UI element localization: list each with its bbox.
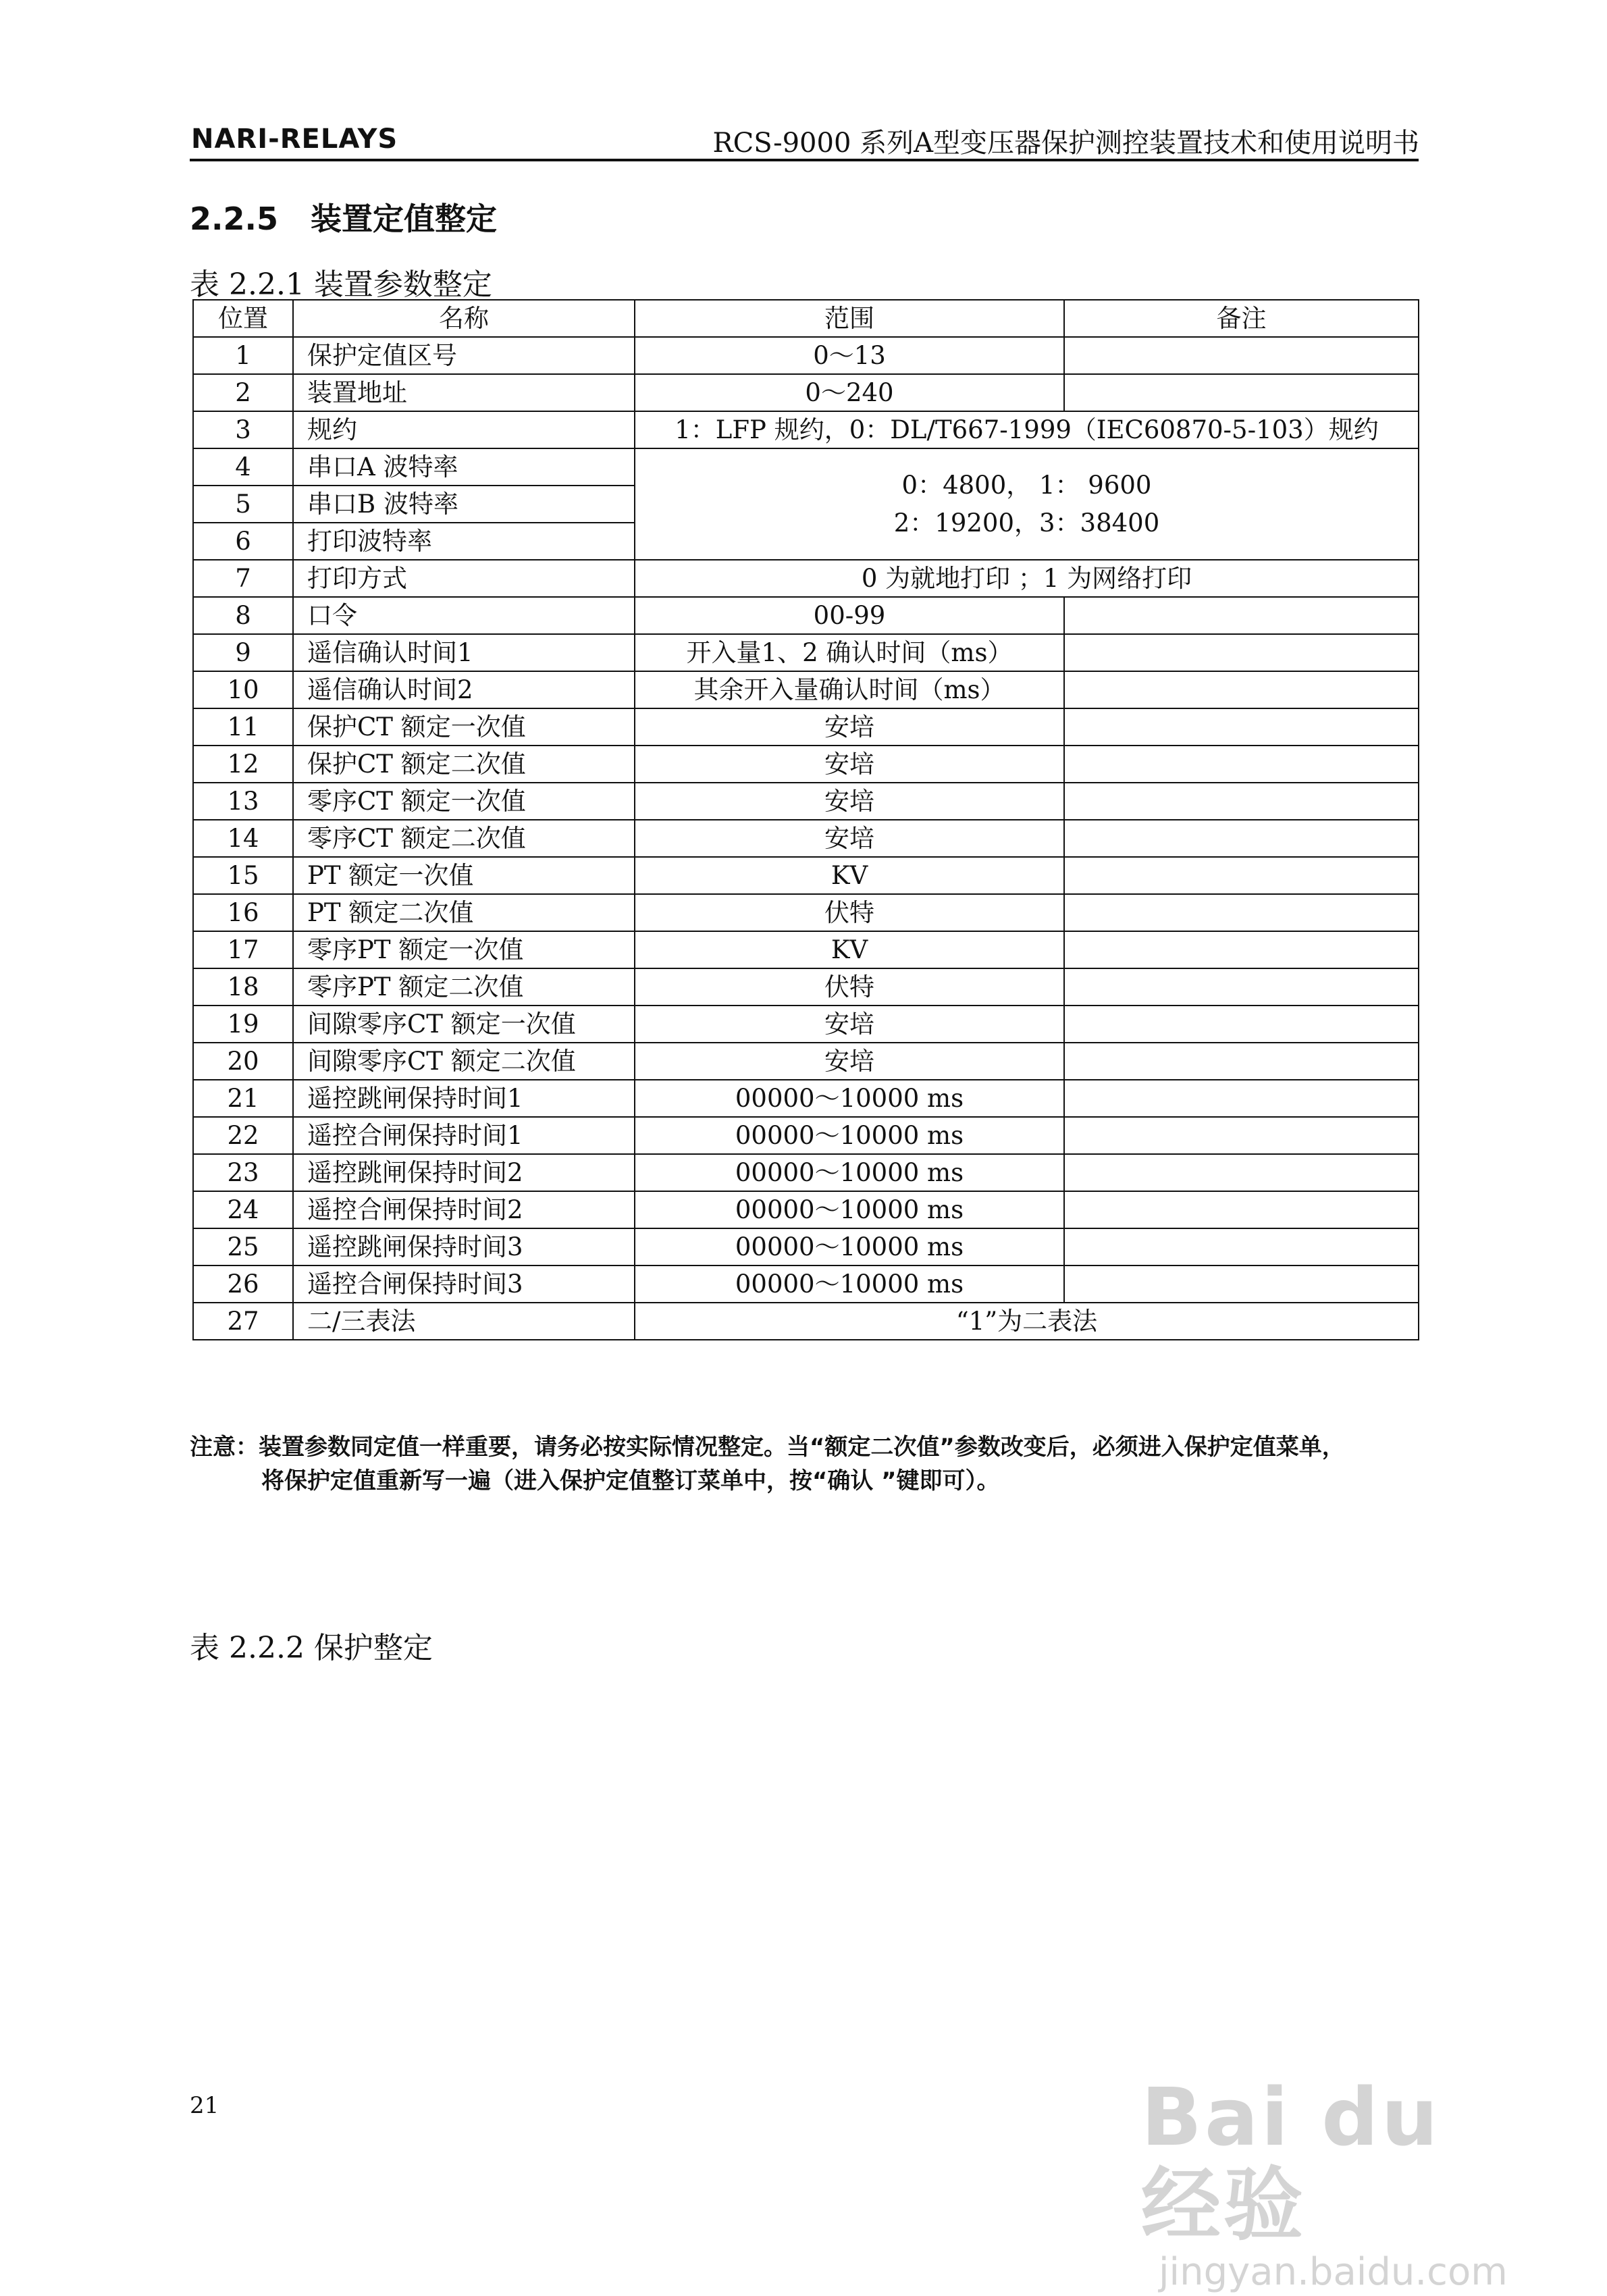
cell-remark <box>1064 820 1419 857</box>
cell-remark <box>1064 1228 1419 1266</box>
cell-remark <box>1064 337 1419 374</box>
cell-remark <box>1064 783 1419 820</box>
column-header-remark: 备注 <box>1064 300 1419 337</box>
watermark-logo: Bai du 经验 <box>1141 2070 1441 2251</box>
cell-remark <box>1064 857 1419 894</box>
section-heading <box>190 194 497 239</box>
cell-position: 9 <box>193 634 293 671</box>
cell-name: 遥控跳闸保持时间2 <box>293 1154 635 1191</box>
cell-position: 25 <box>193 1228 293 1266</box>
table-row <box>193 1303 1419 1340</box>
table-row <box>193 746 1419 783</box>
cell-name: 装置地址 <box>293 374 635 411</box>
cell-name: 遥控跳闸保持时间1 <box>293 1080 635 1117</box>
table-row <box>193 1117 1419 1154</box>
table-row <box>193 931 1419 968</box>
cell-name: 遥控合闸保持时间3 <box>293 1266 635 1303</box>
table2-caption: 表 2.2.2 保护整定 <box>190 1631 433 1665</box>
cell-position: 16 <box>193 894 293 931</box>
cell-remark <box>1064 894 1419 931</box>
table-row <box>193 448 1419 486</box>
cell-position: 14 <box>193 820 293 857</box>
section-number: 2.2.5 <box>190 201 278 237</box>
cell-name: PT 额定一次值 <box>293 857 635 894</box>
table-caption: 表 2.2.1 装置参数整定 <box>190 267 492 302</box>
table-row <box>193 1006 1419 1043</box>
cell-remark <box>1064 374 1419 411</box>
cell-range: 00000～10000 ms <box>635 1080 1064 1117</box>
cell-range: 安培 <box>635 708 1064 746</box>
cell-range: KV <box>635 857 1064 894</box>
cell-remark <box>1064 1043 1419 1080</box>
cell-name: 遥控合闸保持时间1 <box>293 1117 635 1154</box>
cell-position: 10 <box>193 671 293 708</box>
cell-range: 0～13 <box>635 337 1064 374</box>
table-row <box>193 374 1419 411</box>
cell-name: 遥控合闸保持时间2 <box>293 1191 635 1228</box>
brand-name: NARI-RELAYS <box>191 124 398 155</box>
cell-position: 1 <box>193 337 293 374</box>
cell-range: KV <box>635 931 1064 968</box>
cell-range: 00000～10000 ms <box>635 1191 1064 1228</box>
column-header-name: 名称 <box>293 300 635 337</box>
cell-range: 其余开入量确认时间（ms） <box>635 671 1064 708</box>
cell-range: 0～240 <box>635 374 1064 411</box>
cell-remark <box>1064 968 1419 1006</box>
cell-range: 开入量1、2 确认时间（ms） <box>635 634 1064 671</box>
cell-name: 间隙零序CT 额定一次值 <box>293 1006 635 1043</box>
watermark-url: jingyan.baidu.com <box>1159 2250 1508 2294</box>
table-row <box>193 857 1419 894</box>
cell-range: 00000～10000 ms <box>635 1154 1064 1191</box>
table-row <box>193 411 1419 448</box>
cell-range: 安培 <box>635 1043 1064 1080</box>
cell-position: 5 <box>193 486 293 523</box>
baidu-jingyan-watermark <box>1141 2070 1519 2294</box>
cell-name: 打印方式 <box>293 560 635 597</box>
cell-range-merged: “1”为二表法 <box>635 1303 1419 1340</box>
cell-range: 00000～10000 ms <box>635 1266 1064 1303</box>
baud-range-line-1: 0：4800， 1： 9600 <box>901 470 1152 500</box>
device-parameters-table <box>192 299 1419 1340</box>
cell-name: 零序CT 额定一次值 <box>293 783 635 820</box>
cell-remark <box>1064 708 1419 746</box>
cell-position: 19 <box>193 1006 293 1043</box>
cell-range-merged: 0 为就地打印 ；1 为网络打印 <box>635 560 1419 597</box>
table-row <box>193 783 1419 820</box>
table-row <box>193 1228 1419 1266</box>
table-row <box>193 820 1419 857</box>
cell-remark <box>1064 1191 1419 1228</box>
cell-name: 零序PT 额定二次值 <box>293 968 635 1006</box>
note-line-2: 将保护定值重新写一遍（进入保护定值整订菜单中，按“确认 ”键即可）。 <box>261 1467 1000 1494</box>
cell-baud-rate-range <box>635 448 1419 560</box>
header-rule <box>190 159 1419 161</box>
cell-name: 零序PT 额定一次值 <box>293 931 635 968</box>
cell-position: 11 <box>193 708 293 746</box>
note-line-1: 注意：装置参数同定值一样重要，请务必按实际情况整定。当“额定二次值”参数改变后，必须进入保护定值菜单， <box>190 1434 1345 1461</box>
table-row <box>193 708 1419 746</box>
cell-remark <box>1064 671 1419 708</box>
table-row <box>193 1080 1419 1117</box>
cell-position: 7 <box>193 560 293 597</box>
cell-remark <box>1064 931 1419 968</box>
cell-position: 3 <box>193 411 293 448</box>
page-number: 21 <box>190 2092 219 2119</box>
cell-position: 15 <box>193 857 293 894</box>
cell-name: 打印波特率 <box>293 523 635 560</box>
cell-position: 27 <box>193 1303 293 1340</box>
table-header-row <box>193 300 1419 337</box>
table-row <box>193 1191 1419 1228</box>
table-row <box>193 671 1419 708</box>
cell-position: 22 <box>193 1117 293 1154</box>
cell-name: 保护CT 额定一次值 <box>293 708 635 746</box>
cell-name: 遥信确认时间1 <box>293 634 635 671</box>
cell-position: 6 <box>193 523 293 560</box>
cell-name: 规约 <box>293 411 635 448</box>
cell-name: 串口A 波特率 <box>293 448 635 486</box>
cell-remark <box>1064 597 1419 634</box>
table-row <box>193 337 1419 374</box>
column-header-position: 位置 <box>193 300 293 337</box>
cell-position: 17 <box>193 931 293 968</box>
cell-position: 23 <box>193 1154 293 1191</box>
cell-name: 保护CT 额定二次值 <box>293 746 635 783</box>
cell-remark <box>1064 1154 1419 1191</box>
cell-position: 26 <box>193 1266 293 1303</box>
cell-position: 8 <box>193 597 293 634</box>
cell-name: 串口B 波特率 <box>293 486 635 523</box>
table-row <box>193 597 1419 634</box>
cell-range: 安培 <box>635 1006 1064 1043</box>
table-row <box>193 1266 1419 1303</box>
cell-position: 4 <box>193 448 293 486</box>
cell-position: 20 <box>193 1043 293 1080</box>
cell-remark <box>1064 1117 1419 1154</box>
cell-name: PT 额定二次值 <box>293 894 635 931</box>
cell-name: 零序CT 额定二次值 <box>293 820 635 857</box>
cell-position: 21 <box>193 1080 293 1117</box>
cell-range-merged: 1：LFP 规约，0：DL/T667-1999（IEC60870-5-103）规约 <box>635 411 1419 448</box>
cell-remark <box>1064 746 1419 783</box>
cell-position: 2 <box>193 374 293 411</box>
cell-range: 安培 <box>635 746 1064 783</box>
cell-position: 13 <box>193 783 293 820</box>
cell-name: 保护定值区号 <box>293 337 635 374</box>
table-note <box>190 1430 1432 1498</box>
cell-range: 安培 <box>635 783 1064 820</box>
cell-name: 口令 <box>293 597 635 634</box>
table-row <box>193 968 1419 1006</box>
cell-remark <box>1064 1080 1419 1117</box>
cell-name: 遥信确认时间2 <box>293 671 635 708</box>
table-row <box>193 1043 1419 1080</box>
cell-remark <box>1064 634 1419 671</box>
cell-range: 安培 <box>635 820 1064 857</box>
cell-position: 12 <box>193 746 293 783</box>
cell-position: 24 <box>193 1191 293 1228</box>
cell-range: 00-99 <box>635 597 1064 634</box>
cell-name: 二/三表法 <box>293 1303 635 1340</box>
baud-range-line-2: 2：19200，3：38400 <box>893 508 1160 538</box>
cell-range: 00000～10000 ms <box>635 1228 1064 1266</box>
cell-range: 伏特 <box>635 894 1064 931</box>
document-title: RCS-9000 系列A型变压器保护测控装置技术和使用说明书 <box>712 128 1419 159</box>
cell-name: 遥控跳闸保持时间3 <box>293 1228 635 1266</box>
cell-remark <box>1064 1006 1419 1043</box>
table-row <box>193 560 1419 597</box>
section-title: 装置定值整定 <box>310 201 497 237</box>
column-header-range: 范围 <box>635 300 1064 337</box>
table-row <box>193 894 1419 931</box>
table-row <box>193 1154 1419 1191</box>
table-row <box>193 634 1419 671</box>
cell-position: 18 <box>193 968 293 1006</box>
cell-range: 伏特 <box>635 968 1064 1006</box>
cell-name: 间隙零序CT 额定二次值 <box>293 1043 635 1080</box>
cell-remark <box>1064 1266 1419 1303</box>
cell-range: 00000～10000 ms <box>635 1117 1064 1154</box>
